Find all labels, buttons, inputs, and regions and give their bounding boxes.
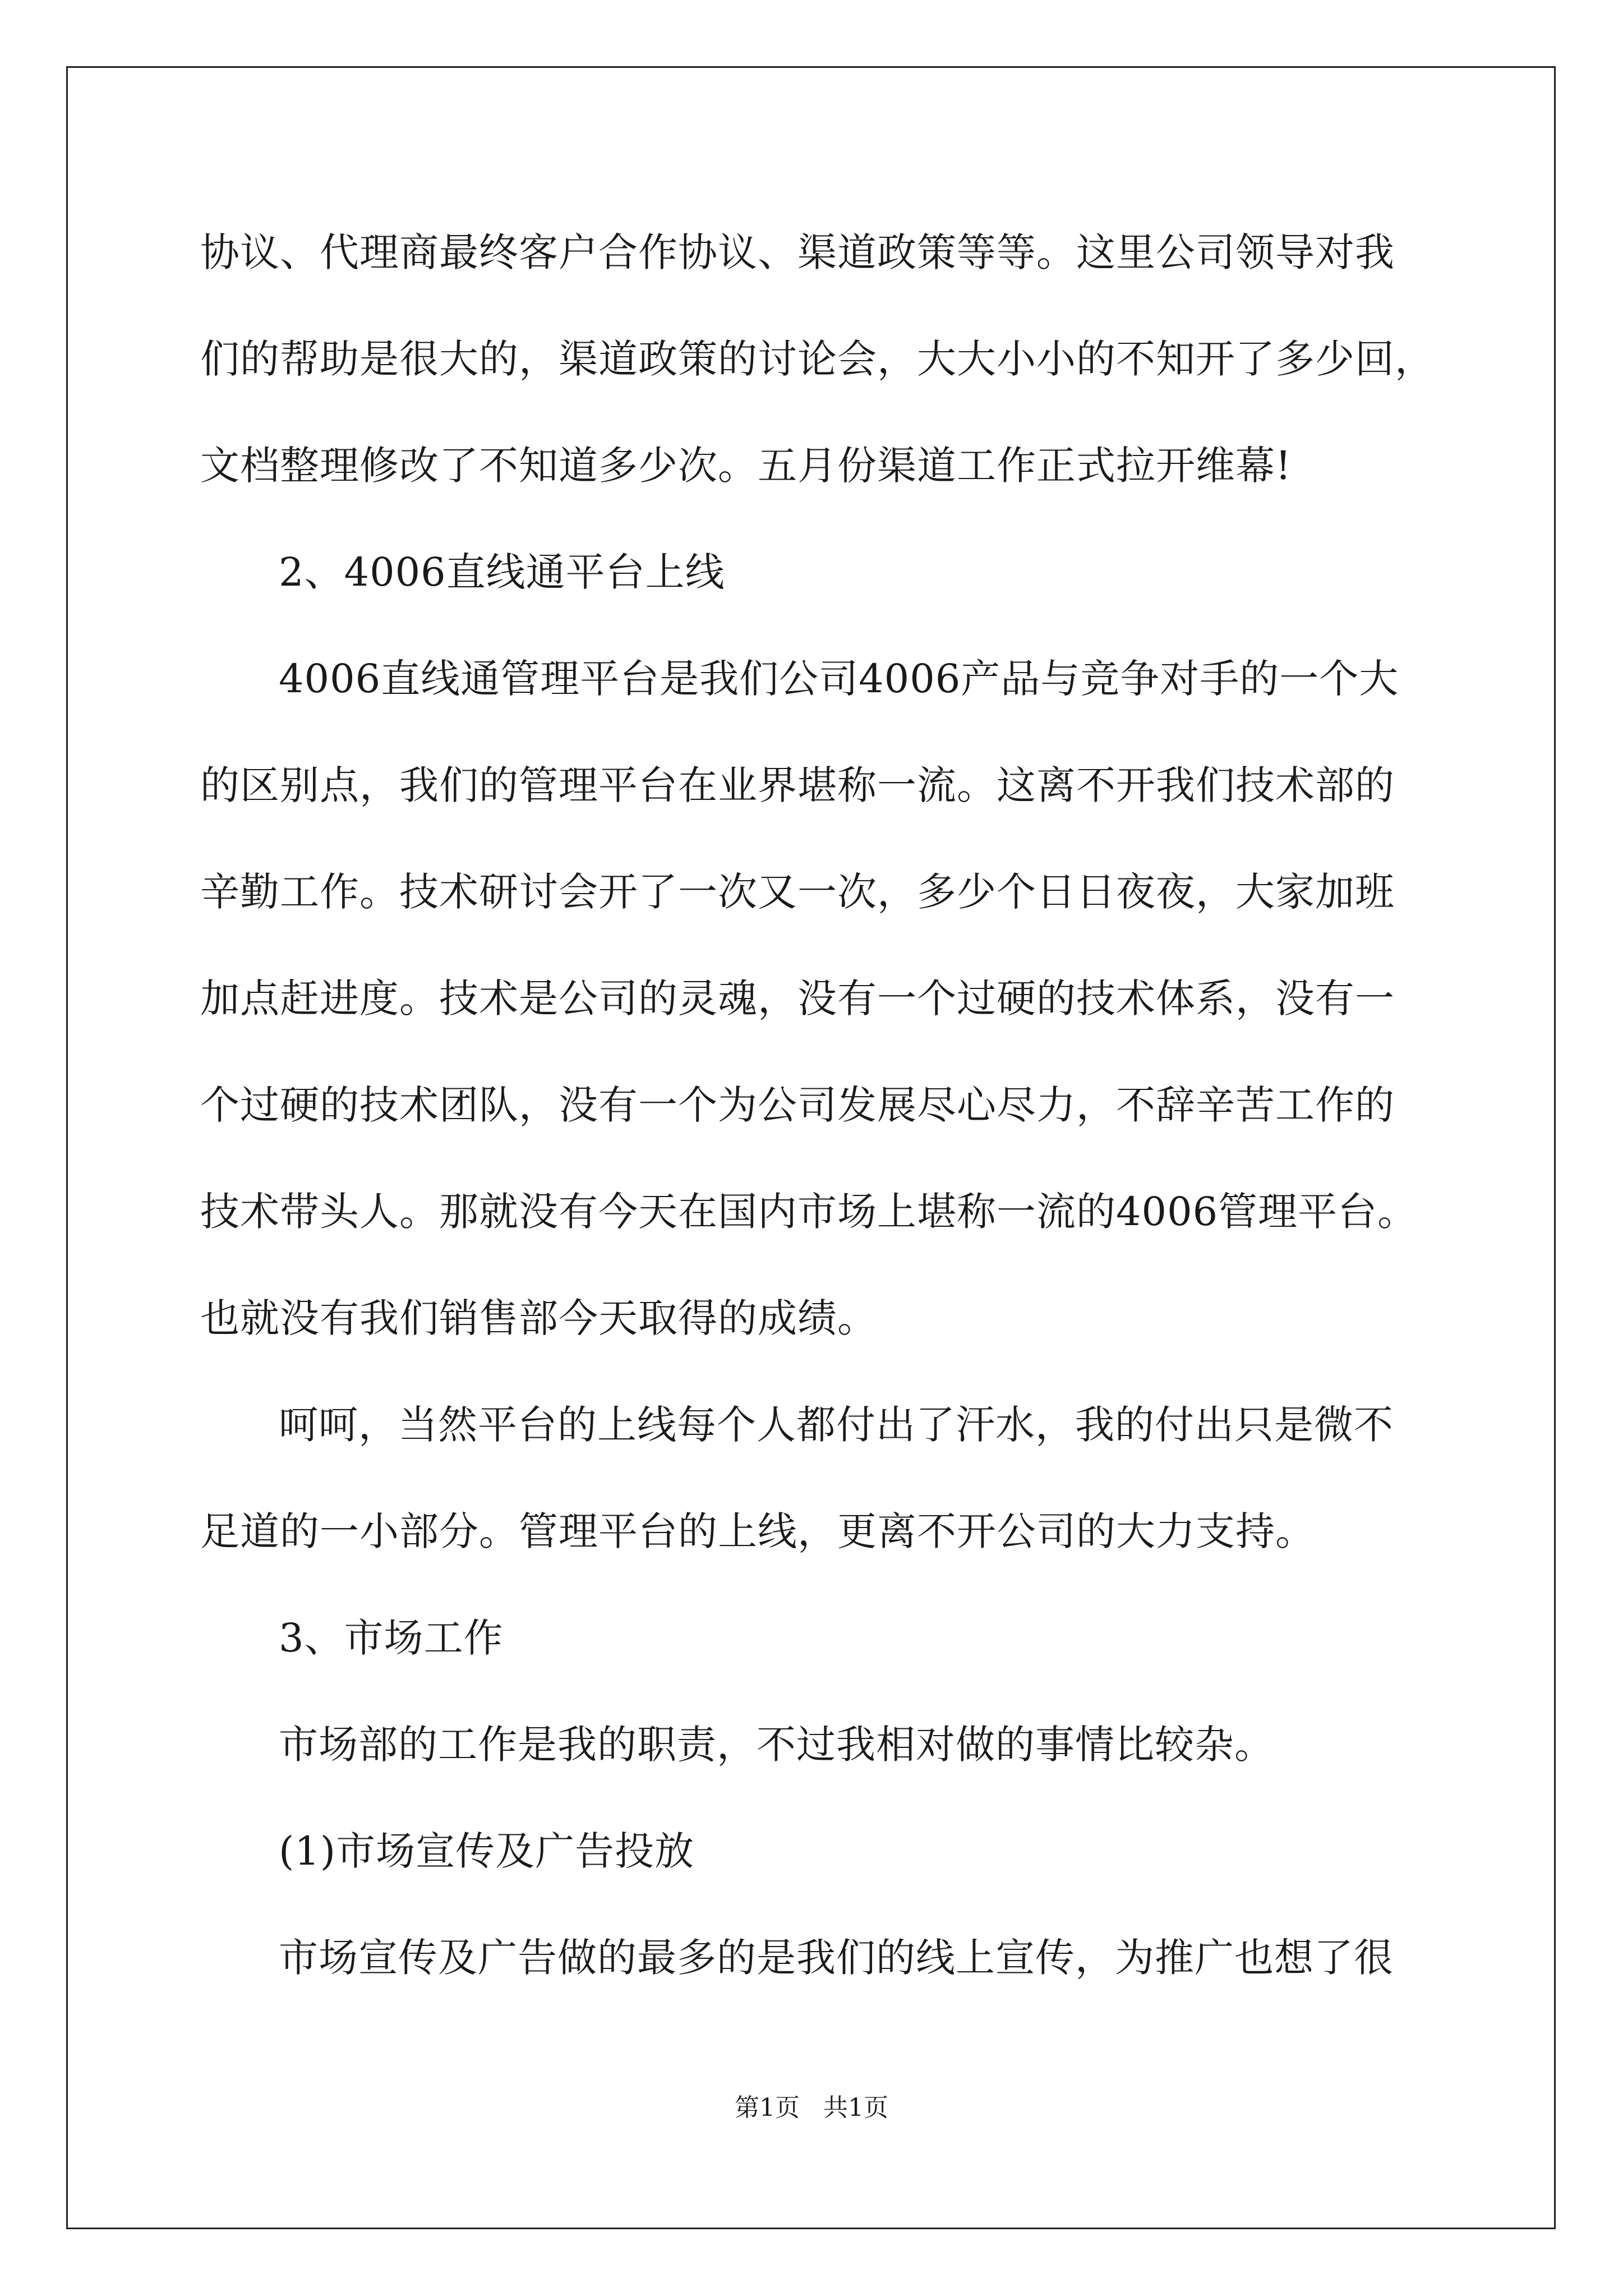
body-line: 文档整理修改了不知道多少次。五月份渠道工作正式拉开维幕! [200, 443, 1292, 489]
body-line: 的区别点，我们的管理平台在业界堪称一流。这离不开我们技术部的 [200, 762, 1395, 808]
section-heading: 3、市场工作 [279, 1615, 504, 1661]
page-border [66, 66, 1556, 2229]
body-line: 市场部的工作是我的职责，不过我相对做的事情比较杂。 [279, 1722, 1274, 1768]
body-line: 足道的一小部分。管理平台的上线，更离不开公司的大力支持。 [200, 1508, 1315, 1554]
body-line: 协议、代理商最终客户合作协议、渠道政策等等。这里公司领导对我 [200, 229, 1395, 275]
body-line: 4006直线通管理平台是我们公司4006产品与竞争对手的一个大 [279, 656, 1399, 702]
body-line: 个过硬的技术团队，没有一个为公司发展尽心尽力，不辞辛苦工作的 [200, 1082, 1395, 1128]
body-line: 加点赶进度。技术是公司的灵魂，没有一个过硬的技术体系，没有一 [200, 976, 1395, 1022]
body-line: 技术带头人。那就没有今天在国内市场上堪称一流的4006管理平台。 [200, 1189, 1418, 1235]
body-line: 市场宣传及广告做的最多的是我们的线上宣传，为推广也想了很 [279, 1935, 1394, 1981]
body-line: 也就没有我们销售部今天取得的成绩。 [200, 1295, 877, 1341]
body-line: 辛勤工作。技术研讨会开了一次又一次，多少个日日夜夜，大家加班 [200, 869, 1395, 915]
page-footer: 第1页 共1页 [735, 2093, 888, 2122]
section-heading: 2、4006直线通平台上线 [279, 549, 725, 595]
subsection-heading: (1)市场宣传及广告投放 [279, 1828, 695, 1874]
body-line: 呵呵，当然平台的上线每个人都付出了汗水，我的付出只是微不 [279, 1402, 1394, 1448]
body-line: 们的帮助是很大的，渠道政策的讨论会，大大小小的不知开了多少回， [200, 336, 1435, 382]
